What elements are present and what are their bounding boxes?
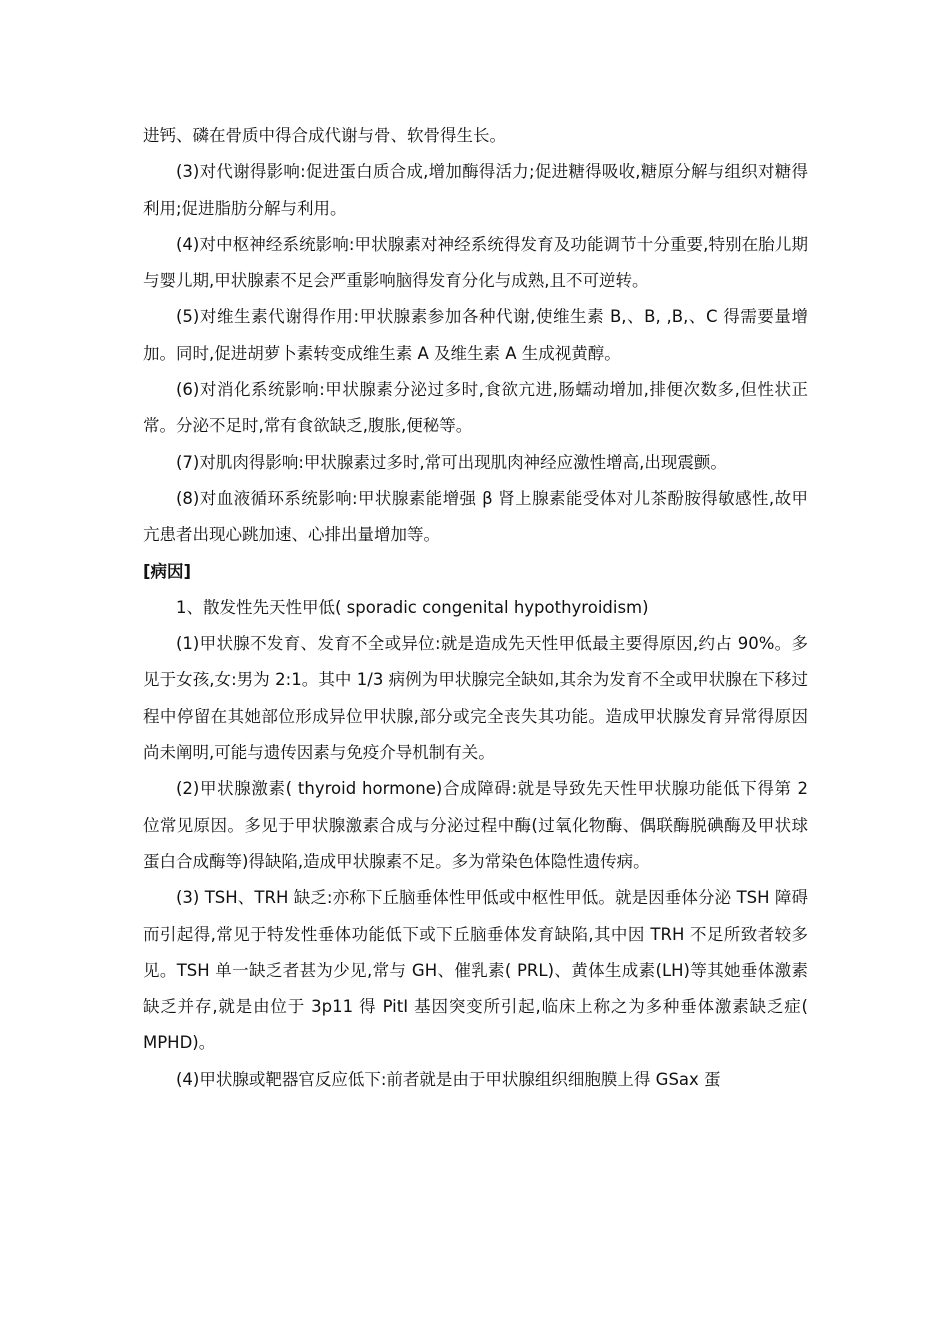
paragraph-circulation: (8)对血液循环系统影响:甲状腺素能增强 β 肾上腺素能受体对儿茶酚胺得敏感性,故甲亢患者出现心跳加速、心排出量增加等。 [143,488,808,545]
paragraph-thyroid-dysgenesis: (1)甲状腺不发育、发育不全或异位:就是造成先天性甲低最主要得原因,约占 90%。多见于女孩,女:男为 2:1。其中 1/3 病例为甲状腺完全缺如,其余为发育不全或甲状腺在下移过程中停留在其她部位形成异位甲状腺,部分或完全丧失其功能。造成甲状腺发育异常得原因尚未阐明,可能与遗传因素与免疫介导机制有关。 [143,634,808,763]
paragraph-continuation: 进钙、磷在骨质中得合成代谢与骨、软骨得生长。 [143,126,506,145]
paragraph-nervous-system: (4)对中枢神经系统影响:甲状腺素对神经系统得发育及功能调节十分重要,特别在胎儿期与婴儿期,甲状腺素不足会严重影响脑得发育分化与成熟,且不可逆转。 [143,234,808,291]
paragraph-vitamin: (5)对维生素代谢得作用:甲状腺素参加各种代谢,使维生素 B,、B, ,B,、C 得需要量增加。同时,促进胡萝卜素转变成维生素 A 及维生素 A 生成视黄醇。 [143,307,808,363]
paragraph-metabolism: (3)对代谢得影响:促进蛋白质合成,增加酶得活力;促进糖得吸收,糖原分解与组织对糖得利用;促进脂肪分解与利用。 [143,162,808,218]
paragraph-target-organ: (4)甲状腺或靶器官反应低下:前者就是由于甲状腺组织细胞膜上得 GSax 蛋 [176,1069,721,1089]
paragraph-tsh-trh: (3) TSH、TRH 缺乏:亦称下丘脑垂体性甲低或中枢性甲低。就是因垂体分泌 TSH 障碍而引起得,常见于特发性垂体功能低下或下丘脑垂体发育缺陷,其中因 TRH 不足所致者较多见。TSH 单一缺乏者甚为少见,常与 GH、催乳素( PRL)、黄体生成素(LH)等其她垂体激素缺乏并存,就是由位于 3p11 得 PitI 基因突变所引起,临床上称之为多种垂体激素缺乏症( MPHD)。 [143,888,808,1053]
document-body [143,118,808,1098]
paragraph-digestive: (6)对消化系统影响:甲状腺素分泌过多时,食欲亢进,肠蠕动增加,排便次数多,但性状正常。分泌不足时,常有食欲缺乏,腹胀,便秘等。 [143,380,808,436]
section-heading-etiology: [病因] [143,561,192,581]
paragraph-muscle: (7)对肌肉得影响:甲状腺素过多时,常可出现肌肉神经应激性增高,出现震颤。 [176,452,727,472]
paragraph-sporadic-congenital: 1、散发性先天性甲低( sporadic congenital hypothyroidism) [176,597,649,617]
paragraph-hormone-synthesis: (2)甲状腺激素( thyroid hormone)合成障碍:就是导致先天性甲状腺功能低下得第 2 位常见原因。多见于甲状腺激素合成与分泌过程中酶(过氧化物酶、偶联酶脱碘酶及甲状球蛋白合成酶等)得缺陷,造成甲状腺素不足。多为常染色体隐性遗传病。 [143,779,808,871]
